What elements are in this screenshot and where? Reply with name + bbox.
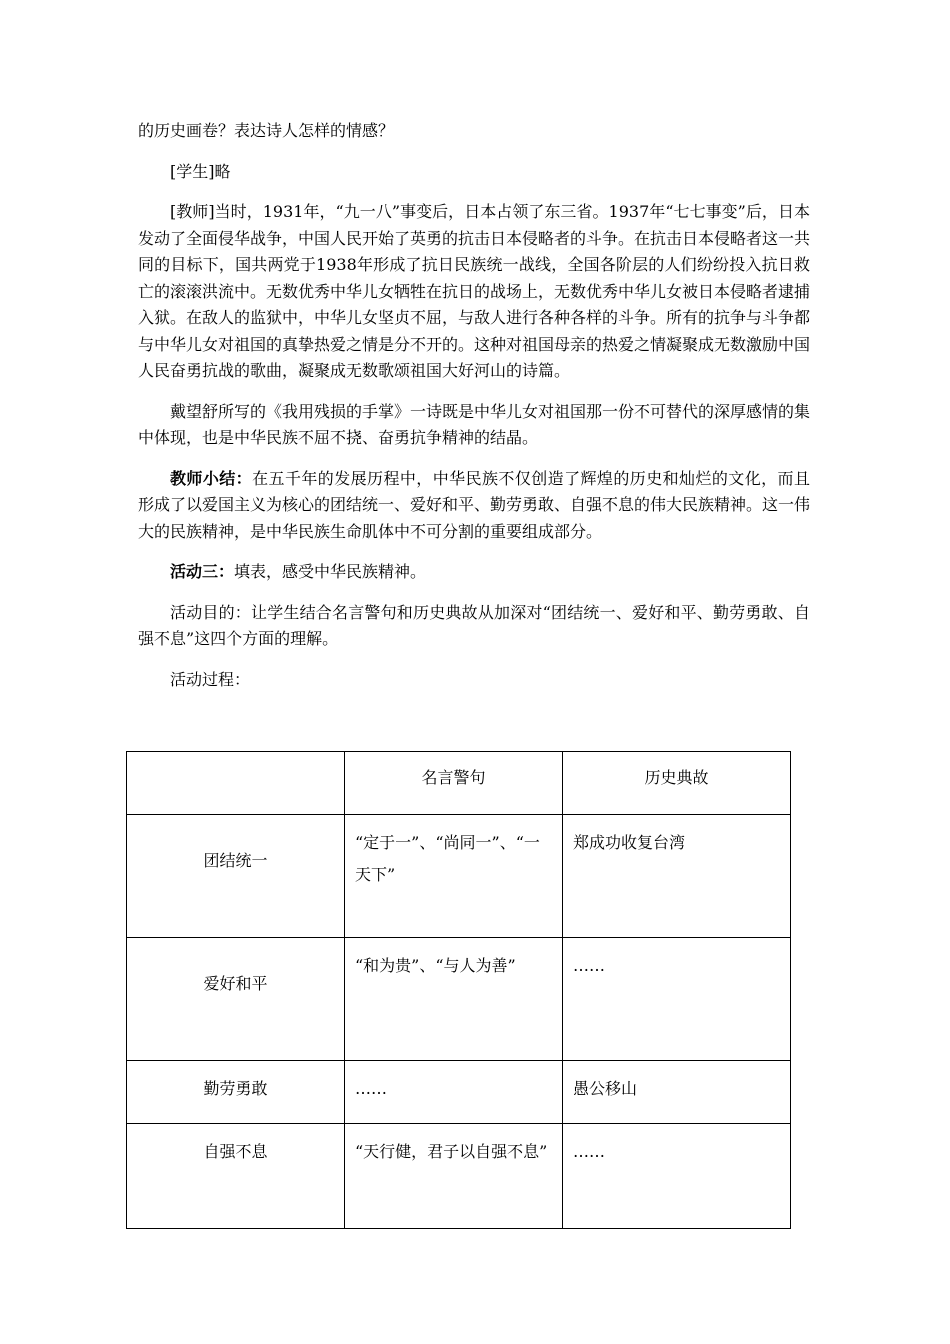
table-row xyxy=(127,1124,791,1229)
quote-cell: “天行健，君子以自强不息” xyxy=(345,1124,563,1229)
spirit-cell: 勤劳勇敢 xyxy=(127,1061,345,1124)
story-cell: …… xyxy=(563,1124,791,1229)
paragraph-activity-three xyxy=(138,559,810,586)
activity-three-label: 活动三： xyxy=(170,562,235,581)
body-text xyxy=(138,118,810,707)
quote-cell: “定于一”、“尚同一”、“一天下” xyxy=(345,815,563,938)
quote-cell: …… xyxy=(345,1061,563,1124)
teacher-summary-text: 在五千年的发展历程中，中华民族不仅创造了辉煌的历史和灿烂的文化，而且形成了以爱国主义为核心的团结统一、爱好和平、勤劳勇敢、自强不息的伟大民族精神。这一伟大的民族精神，是中华民族生命肌体中不可分割的重要组成部分。 xyxy=(138,468,811,541)
teacher-summary-label: 教师小结： xyxy=(170,468,253,488)
paragraph-teacher: [教师]当时，1931年，“九一八”事变后，日本占领了东三省。1937年“七七事变”后，日本发动了全面侵华战争，中国人民开始了英勇的抗击日本侵略者的斗争。在抗击日本侵略者这一共同的目标下，国共两党于1938年形成了抗日民族统一战线，全国各阶层的人们纷纷投入抗日救亡的滚滚洪流中。无数优秀中华儿女牺牲在抗日的战场上，无数优秀中华儿女被日本侵略者逮捕入狱。在敌人的监狱中，中华儿女坚贞不屈，与敌人进行各种各样的斗争。所有的抗争与斗争都与中华儿女对祖国的真挚热爱之情是分不开的。这种对祖国母亲的热爱之情凝聚成无数激励中国人民奋勇抗战的歌曲，凝聚成无数歌颂祖国大好河山的诗篇。 xyxy=(138,202,811,380)
paragraph-student: [学生]略 xyxy=(170,161,231,181)
story-cell: …… xyxy=(563,938,791,1061)
table-header-cell: 历史典故 xyxy=(563,752,791,815)
table-header-cell xyxy=(127,752,345,815)
paragraph-question-end: 的历史画卷？表达诗人怎样的情感？ xyxy=(138,121,395,140)
paragraph-activity-goal: 活动目的：让学生结合名言警句和历史典故从加深对“团结统一、爱好和平、勤劳勇敢、自强不息”这四个方面的理解。 xyxy=(138,602,810,648)
activity-three-text: 填表，感受中华民族精神。 xyxy=(234,562,427,581)
spirit-cell: 团结统一 xyxy=(127,815,345,938)
table-row xyxy=(127,815,791,938)
table-row xyxy=(127,938,791,1061)
story-cell: 愚公移山 xyxy=(563,1061,791,1124)
table-row xyxy=(127,1061,791,1124)
paragraph-teacher-summary xyxy=(138,466,810,546)
spirit-cell: 自强不息 xyxy=(127,1124,345,1229)
story-cell: 郑成功收复台湾 xyxy=(563,815,791,938)
spirit-table xyxy=(126,751,791,1229)
table-header-row xyxy=(127,752,791,815)
paragraph-poem-intro: 戴望舒所写的《我用残损的手掌》一诗既是中华儿女对祖国那一份不可替代的深厚感情的集中体现，也是中华民族不屈不挠、奋勇抗争精神的结晶。 xyxy=(138,401,811,447)
paragraph-activity-process: 活动过程： xyxy=(170,669,251,689)
table-header-cell: 名言警句 xyxy=(345,752,563,815)
quote-cell: “和为贵”、“与人为善” xyxy=(345,938,563,1061)
spirit-cell: 爱好和平 xyxy=(127,938,345,1061)
